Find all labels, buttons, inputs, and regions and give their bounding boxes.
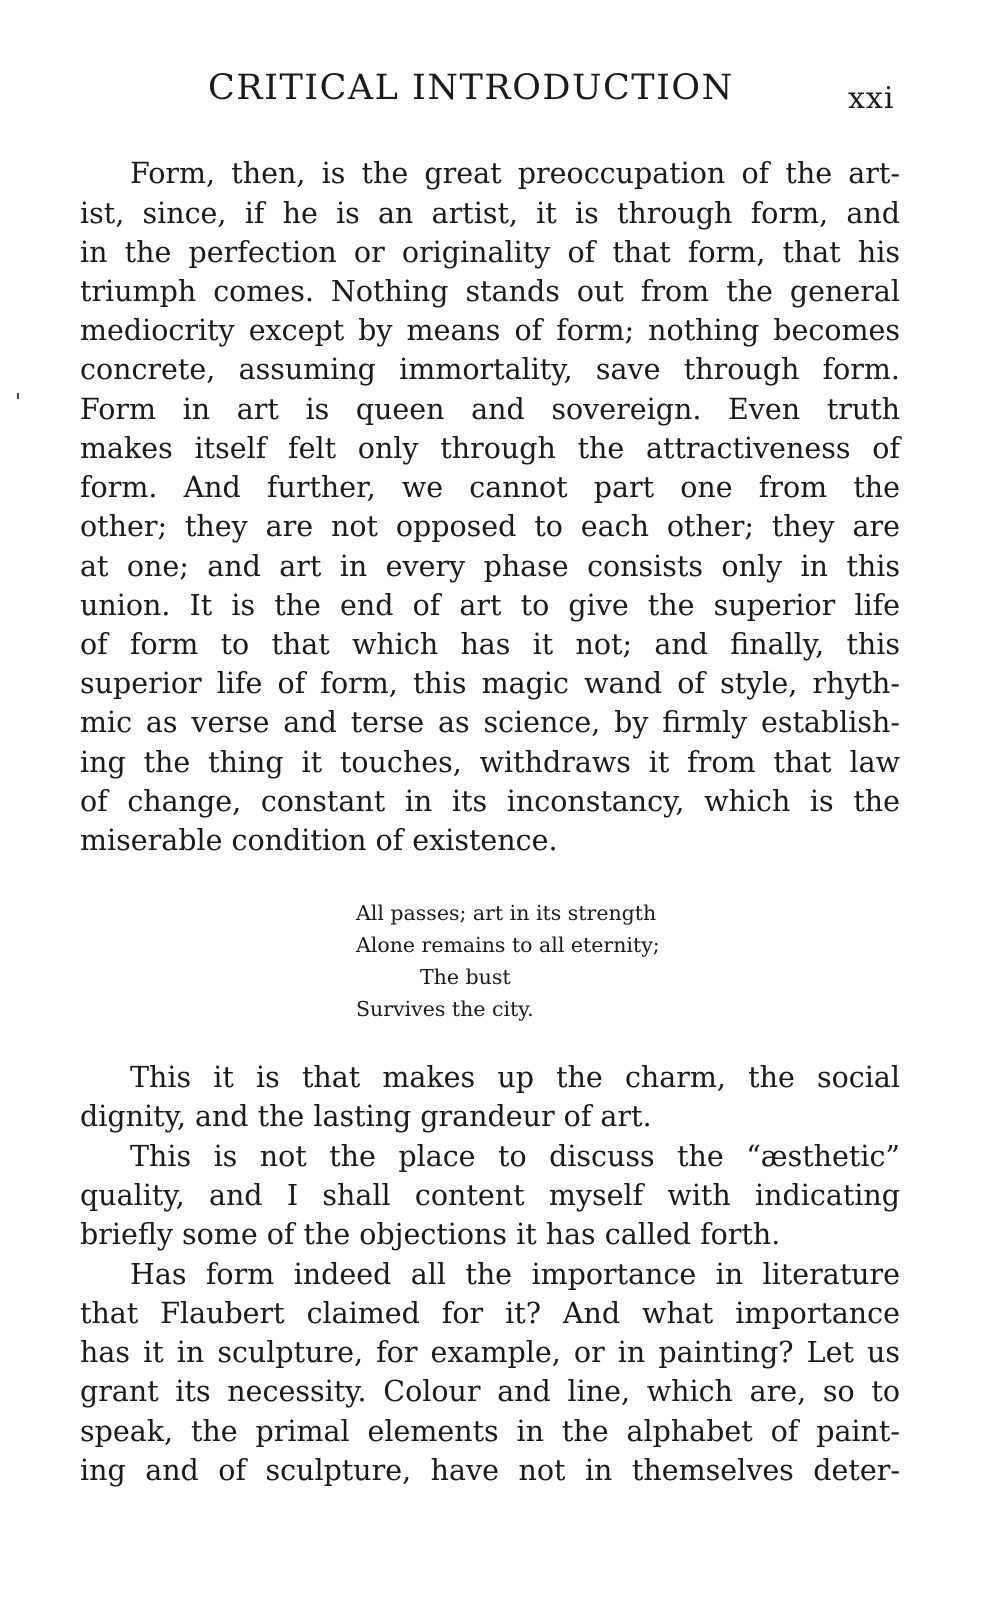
text-line: miserable condition of existence. bbox=[80, 824, 558, 857]
text-line: mic as verse and terse as science, by firmly establish- bbox=[80, 706, 900, 739]
text-line: of change, constant in its inconstancy, which is the bbox=[80, 785, 900, 818]
text-line: Form in art is queen and sovereign. Even truth bbox=[80, 393, 900, 426]
text-line: superior life of form, this magic wand of style, rhyth- bbox=[80, 667, 900, 700]
text-line: union. It is the end of art to give the superior life bbox=[80, 589, 900, 622]
text-line: has it in sculpture, for example, or in painting? Let us bbox=[80, 1336, 900, 1369]
text-line: Form, then, is the great preoccupation of the art- bbox=[130, 157, 900, 190]
text-line: quality, and I shall content myself with indicating bbox=[80, 1179, 900, 1212]
verse-line: Alone remains to all eternity; bbox=[356, 933, 660, 957]
text-line: of form to that which has it not; and finally, this bbox=[80, 628, 900, 661]
text-line: ing and of sculpture, have not in themselves deter- bbox=[80, 1454, 900, 1487]
text-line: other; they are not opposed to each other; they are bbox=[80, 510, 900, 543]
margin-speck bbox=[17, 393, 19, 399]
text-line: briefly some of the objections it has called forth. bbox=[80, 1218, 781, 1251]
text-line: This is not the place to discuss the “æsthetic” bbox=[130, 1140, 900, 1173]
text-line: Has form indeed all the importance in literature bbox=[130, 1258, 900, 1291]
running-head bbox=[0, 68, 1000, 118]
running-title: CRITICAL INTRODUCTION bbox=[208, 68, 734, 108]
text-line: triumph comes. Nothing stands out from the general bbox=[80, 275, 900, 308]
text-line: at one; and art in every phase consists only in this bbox=[80, 550, 900, 583]
text-line: This it is that makes up the charm, the social bbox=[130, 1061, 900, 1094]
text-line: concrete, assuming immortality, save through form. bbox=[80, 353, 900, 386]
text-line: ist, since, if he is an artist, it is through form, and bbox=[80, 197, 900, 230]
text-line: grant its necessity. Colour and line, which are, so to bbox=[80, 1375, 900, 1408]
page-number: xxi bbox=[848, 81, 895, 116]
text-line: mediocrity except by means of form; nothing becomes bbox=[80, 314, 900, 347]
text-line: ing the thing it touches, withdraws it from that law bbox=[80, 746, 900, 779]
text-line: makes itself felt only through the attractiveness of bbox=[80, 432, 900, 465]
text-line: speak, the primal elements in the alphabet of paint- bbox=[80, 1415, 900, 1448]
verse-line: Survives the city. bbox=[356, 997, 534, 1021]
text-line: in the perfection or originality of that form, that his bbox=[80, 236, 900, 269]
verse-line: The bust bbox=[420, 965, 511, 989]
text-line: dignity, and the lasting grandeur of art. bbox=[80, 1100, 652, 1133]
verse-line: All passes; art in its strength bbox=[356, 901, 657, 925]
text-line: form. And further, we cannot part one from the bbox=[80, 471, 900, 504]
text-line: that Flaubert claimed for it? And what importance bbox=[80, 1297, 900, 1330]
